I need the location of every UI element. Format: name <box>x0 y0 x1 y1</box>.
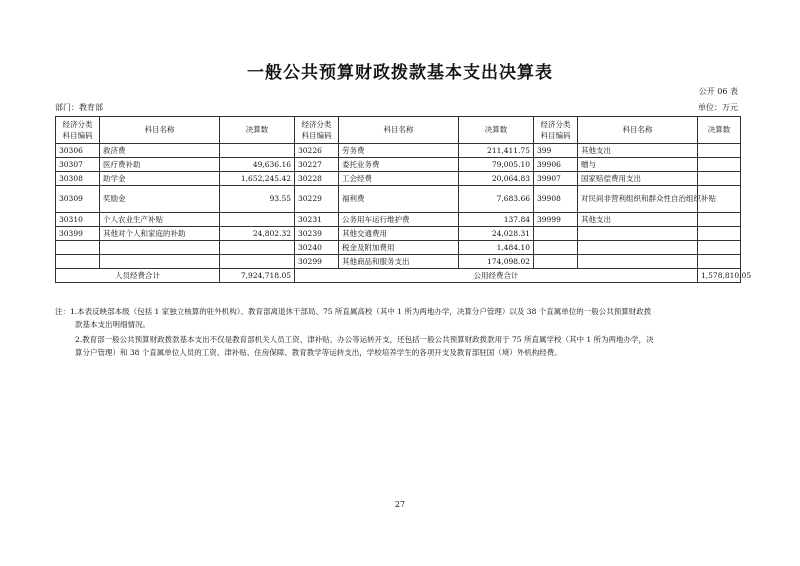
note-2-line-2: 算分户管理）和 38 个直属单位人员的工资、津补贴、住房保障、教育教学等运转支出，学校培养学生的各项开支及教育部驻国（境）外机构经费。 <box>75 348 562 357</box>
header-code: 经济分类 科目编码 <box>295 117 339 144</box>
name-cell <box>100 241 220 255</box>
amount-cell <box>698 255 741 269</box>
header-amount: 决算数 <box>220 117 295 144</box>
table-row <box>56 158 741 172</box>
name-cell <box>100 255 220 269</box>
name-cell <box>578 255 698 269</box>
page-number: 27 <box>394 500 406 509</box>
table-header-row <box>56 117 741 144</box>
code-cell: 30228 <box>295 172 339 186</box>
amount-cell: 174,098.02 <box>459 255 534 269</box>
header-code: 经济分类 科目编码 <box>534 117 578 144</box>
code-cell: 30226 <box>295 144 339 158</box>
name-cell: 福利费 <box>339 186 459 213</box>
code-cell: 30229 <box>295 186 339 213</box>
name-cell <box>578 241 698 255</box>
name-cell: 劳务费 <box>339 144 459 158</box>
code-cell <box>56 255 100 269</box>
name-cell: 其他商品和服务支出 <box>339 255 459 269</box>
budget-table <box>55 116 752 283</box>
name-cell: 助学金 <box>100 172 220 186</box>
amount-cell: 137.84 <box>459 213 534 227</box>
header-amount: 决算数 <box>698 117 741 144</box>
amount-cell <box>698 241 741 255</box>
table-row <box>56 144 741 158</box>
name-cell: 工会经费 <box>339 172 459 186</box>
department-label: 部门：教育部 <box>55 103 103 112</box>
public-total-value: 1,578,810.05 <box>698 269 741 283</box>
amount-cell <box>698 227 741 241</box>
amount-cell <box>698 213 741 227</box>
table-row <box>56 186 741 213</box>
code-cell: 399 <box>534 144 578 158</box>
code-cell: 30308 <box>56 172 100 186</box>
table-row <box>56 213 741 227</box>
form-code: 公开 06 表 <box>698 87 738 96</box>
amount-cell: 1,484.10 <box>459 241 534 255</box>
code-cell: 39906 <box>534 158 578 172</box>
code-cell: 30306 <box>56 144 100 158</box>
code-cell: 30307 <box>56 158 100 172</box>
amount-cell <box>698 172 741 186</box>
name-cell: 国家赔偿费用支出 <box>578 172 698 186</box>
name-cell: 救济费 <box>100 144 220 158</box>
amount-cell: 93.55 <box>220 186 295 213</box>
code-cell: 30399 <box>56 227 100 241</box>
code-cell: 39999 <box>534 213 578 227</box>
code-cell: 39908 <box>534 186 578 213</box>
amount-cell <box>698 144 741 158</box>
name-cell <box>578 227 698 241</box>
amount-cell: 211,411.75 <box>459 144 534 158</box>
header-name: 科目名称 <box>578 117 698 144</box>
amount-cell <box>220 213 295 227</box>
name-cell: 其他支出 <box>578 144 698 158</box>
amount-cell: 24,028.31 <box>459 227 534 241</box>
note-1-line-1: 注：1.本表反映部本级（包括 1 家独立核算的驻外机构）、教育部离退休干部局、75 所直属高校（其中 1 所为两地办学，决算分户管理）以及 38 个直属单位的一般公共预算财政拨 <box>55 307 652 316</box>
page-title: 一般公共预算财政拨款基本支出决算表 <box>247 63 553 83</box>
header-name: 科目名称 <box>339 117 459 144</box>
amount-cell: 1,652,245.42 <box>220 172 295 186</box>
public-total-label: 公用经费合计 <box>295 269 698 283</box>
code-cell: 30231 <box>295 213 339 227</box>
header-code: 经济分类 科目编码 <box>56 117 100 144</box>
code-cell: 30239 <box>295 227 339 241</box>
name-cell: 个人农业生产补贴 <box>100 213 220 227</box>
amount-cell <box>220 144 295 158</box>
name-cell: 对民间非营利组织和群众性自治组织补贴 <box>578 186 698 213</box>
name-cell: 委托业务费 <box>339 158 459 172</box>
table-row <box>56 227 741 241</box>
code-cell <box>534 255 578 269</box>
personnel-total-value: 7,924,718.05 <box>220 269 295 283</box>
amount-cell: 7,683.66 <box>459 186 534 213</box>
code-cell: 30227 <box>295 158 339 172</box>
name-cell: 公务用车运行维护费 <box>339 213 459 227</box>
header-amount: 决算数 <box>459 117 534 144</box>
totals-row <box>56 269 741 283</box>
amount-cell: 79,005.10 <box>459 158 534 172</box>
note-2 <box>55 333 745 359</box>
name-cell: 税金及附加费用 <box>339 241 459 255</box>
amount-cell <box>220 241 295 255</box>
code-cell: 30310 <box>56 213 100 227</box>
note-2-line-1: 2.教育部一般公共预算财政拨款基本支出不仅是教育部机关人员工资、津补贴、办公等运转开支，还包括一般公共预算财政拨款用于 75 所直属学校（其中 1 所为两地办学，决 <box>75 335 654 344</box>
note-1-line-2: 款基本支出明细情况。 <box>75 320 150 329</box>
name-cell: 其他支出 <box>578 213 698 227</box>
amount-cell <box>220 255 295 269</box>
amount-cell: 20,064.83 <box>459 172 534 186</box>
code-cell: 30309 <box>56 186 100 213</box>
code-cell <box>534 227 578 241</box>
code-cell: 30299 <box>295 255 339 269</box>
note-1 <box>55 305 745 331</box>
code-cell <box>534 241 578 255</box>
name-cell: 其他对个人和家庭的补助 <box>100 227 220 241</box>
table-row <box>56 255 741 269</box>
code-cell <box>56 241 100 255</box>
code-cell: 30240 <box>295 241 339 255</box>
code-cell: 39907 <box>534 172 578 186</box>
name-cell: 医疗费补助 <box>100 158 220 172</box>
name-cell: 赠与 <box>578 158 698 172</box>
name-cell: 其他交通费用 <box>339 227 459 241</box>
name-cell: 奖励金 <box>100 186 220 213</box>
amount-cell <box>698 158 741 172</box>
amount-cell: 24,802.32 <box>220 227 295 241</box>
personnel-total-label: 人员经费合计 <box>56 269 220 283</box>
table-row <box>56 172 741 186</box>
unit-label: 单位：万元 <box>698 103 738 112</box>
table-row <box>56 241 741 255</box>
header-name: 科目名称 <box>100 117 220 144</box>
amount-cell: 49,636.16 <box>220 158 295 172</box>
